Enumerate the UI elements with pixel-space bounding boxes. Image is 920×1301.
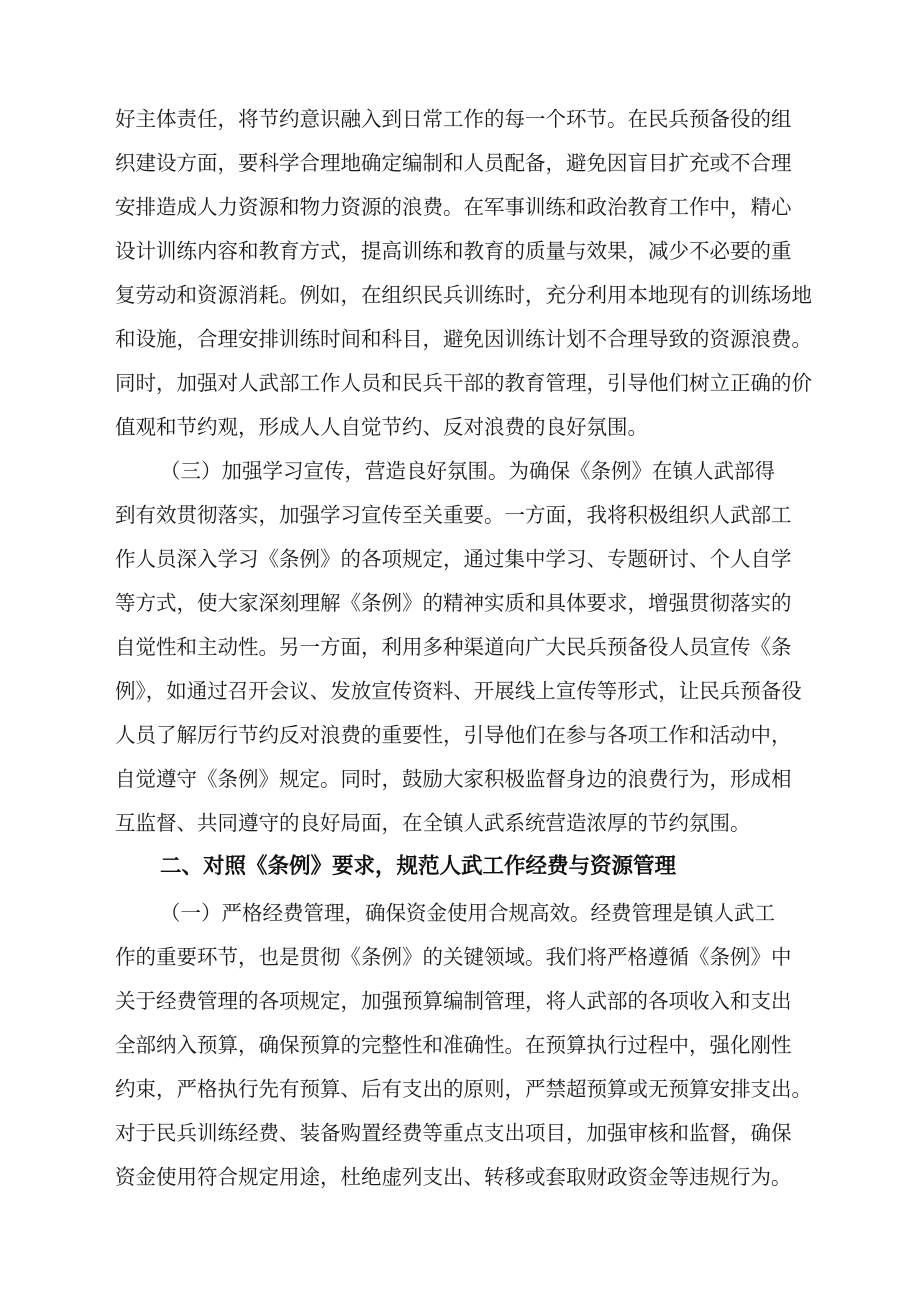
text-line: 自觉遵守《条例》规定。同时，鼓励大家积极监督身边的浪费行为，形成相 xyxy=(115,767,792,791)
text-line: 同时，加强对人武部工作人员和民兵干部的教育管理，引导他们树立正确的价 xyxy=(115,371,812,395)
text-line: 安排造成人力资源和物力资源的浪费。在军事训练和政治教育工作中，精心 xyxy=(115,195,792,219)
text-line: 作人员深入学习《条例》的各项规定，通过集中学习、专题研讨、个人自学 xyxy=(115,547,792,571)
text-line: 好主体责任，将节约意识融入到日常工作的每一个环节。在民兵预备役的组 xyxy=(115,107,792,131)
text-line: 和设施，合理安排训练时间和科目，避免因训练计划不合理导致的资源浪费。 xyxy=(115,327,812,351)
text-line: 到有效贯彻落实，加强学习宣传至关重要。一方面，我将积极组织人武部工 xyxy=(115,503,792,527)
text-line: 全部纳入预算，确保预算的完整性和准确性。在预算执行过程中，强化刚性 xyxy=(115,1033,792,1057)
text-line: 等方式，使大家深刻理解《条例》的精神实质和具体要求，增强贯彻落实的 xyxy=(115,591,792,615)
text-line: 织建设方面，要科学合理地确定编制和人员配备，避免因盲目扩充或不合理 xyxy=(115,151,792,175)
text-line: 资金使用符合规定用途，杜绝虚列支出、转移或套取财政资金等违规行为。 xyxy=(115,1165,792,1189)
text-line: （三）加强学习宣传，营造良好氛围。为确保《条例》在镇人武部得 xyxy=(160,459,775,483)
text-line: 人员了解厉行节约反对浪费的重要性，引导他们在参与各项工作和活动中， xyxy=(115,723,792,747)
text-line: 约束，严格执行先有预算、后有支出的原则，严禁超预算或无预算安排支出。 xyxy=(115,1077,812,1101)
text-line: 复劳动和资源消耗。例如，在组织民兵训练时，充分利用本地现有的训练场地 xyxy=(115,283,812,307)
text-line: 作的重要环节，也是贯彻《条例》的关键领域。我们将严格遵循《条例》中 xyxy=(115,945,792,969)
text-line: 例》，如通过召开会议、发放宣传资料、开展线上宣传等形式，让民兵预备役 xyxy=(115,679,802,703)
text-line: 设计训练内容和教育方式，提高训练和教育的质量与效果，减少不必要的重 xyxy=(115,239,792,263)
text-line: 互监督、共同遵守的良好局面，在全镇人武系统营造浓厚的节约氛围。 xyxy=(115,811,751,835)
text-line: （一）严格经费管理，确保资金使用合规高效。经费管理是镇人武工 xyxy=(160,901,775,925)
text-line: 自觉性和主动性。另一方面，利用多种渠道向广大民兵预备役人员宣传《条 xyxy=(115,635,792,659)
text-line: 对于民兵训练经费、装备购置经费等重点支出项目，加强审核和监督，确保 xyxy=(115,1121,792,1145)
section-heading: 二、对照《条例》要求，规范人武工作经费与资源管理 xyxy=(160,854,677,879)
text-line: 值观和节约观，形成人人自觉节约、反对浪费的良好氛围。 xyxy=(115,415,648,439)
text-line: 关于经费管理的各项规定，加强预算编制管理，将人武部的各项收入和支出 xyxy=(115,989,792,1013)
